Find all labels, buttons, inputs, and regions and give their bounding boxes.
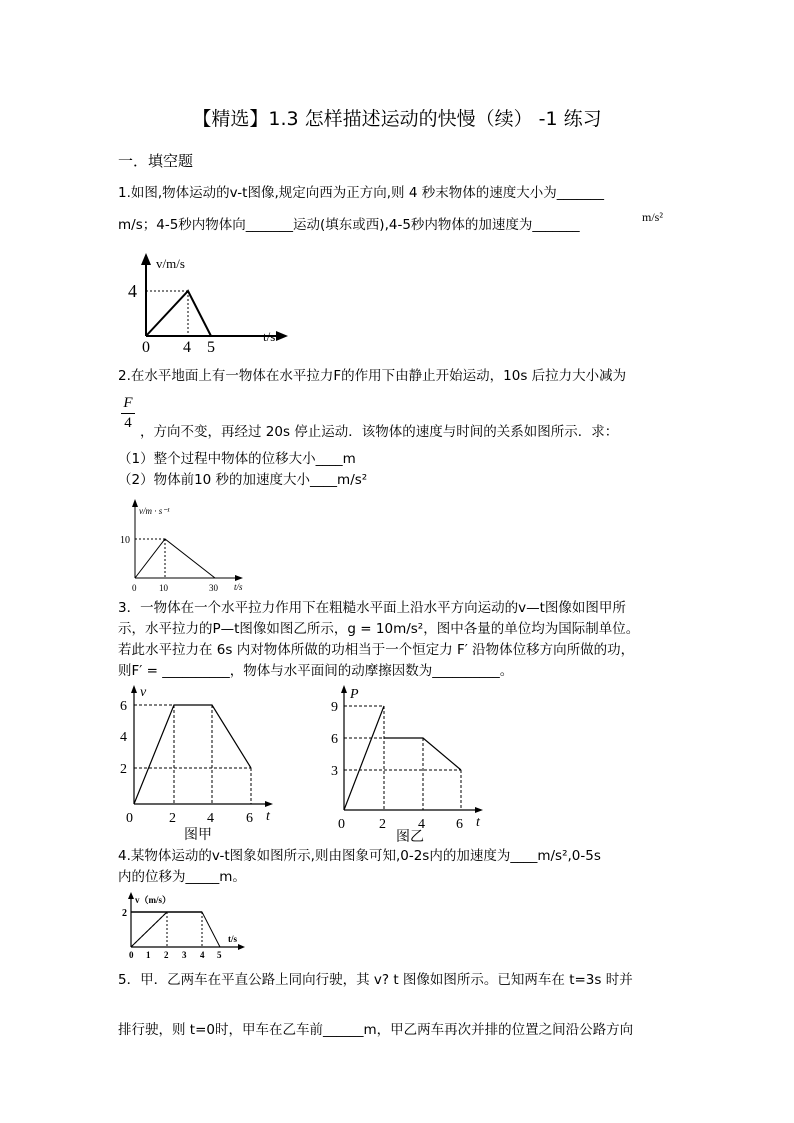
q2-fraction	[121, 395, 135, 432]
section-heading: 一．填空题	[118, 152, 194, 170]
q3a-xtick-0: 0	[126, 811, 133, 826]
q3a-xlabel: t	[266, 809, 270, 824]
q4-xtick-4: 4	[200, 950, 205, 960]
q1-vt-graph	[118, 248, 298, 358]
q2-frac-den: 4	[124, 415, 132, 431]
q1-unit: m/s²	[642, 210, 663, 224]
q4-xtick-5: 5	[217, 950, 222, 960]
q4-ytick-2: 2	[122, 908, 127, 919]
q4-xtick-1: 1	[146, 950, 151, 960]
q2-ytick-10: 10	[120, 535, 130, 546]
q3a-ytick-4: 4	[120, 730, 127, 745]
q4-xlabel: t/s	[228, 934, 237, 944]
q2-line2: ，方向不变，再经过 20s 停止运动．该物体的速度与时间的关系如图所示．求：	[140, 424, 619, 440]
q4-ylabel: v（m/s）	[135, 895, 172, 905]
q2-xtick-0: 0	[132, 583, 137, 593]
q2-sub2: （2）物体前10 秒的加速度大小____m/s²	[118, 472, 368, 488]
q3a-ytick-2: 2	[120, 762, 127, 777]
q3b-xlabel: t	[476, 815, 480, 830]
q3a-xtick-4: 4	[207, 811, 214, 826]
q3a-ytick-6: 6	[120, 699, 127, 714]
q4-line2: 内的位移为_____m。	[118, 869, 246, 885]
q1-xlabel: t/s	[263, 329, 276, 344]
q2-vt-graph	[120, 496, 260, 596]
q2-xtick-30: 30	[209, 583, 218, 593]
q3a-ylabel: v	[140, 685, 147, 700]
q3b-xtick-2: 2	[379, 817, 386, 832]
q4-xtick-0: 0	[129, 950, 134, 960]
q2-frac-num: F	[123, 395, 133, 411]
q1-line2: m/s；4-5秒内物体向_______运动(填东或西),4-5秒内物体的加速度为_______	[118, 217, 580, 233]
q3b-ytick-9: 9	[331, 700, 338, 715]
q3b-ytick-3: 3	[331, 764, 338, 779]
q3-line4: 则F′ = __________，物体与水平面间的动摩擦因数为__________。	[118, 663, 514, 679]
q4-line1: 4.某物体运动的v-t图象如图所示,则由图象可知,0-2s内的加速度为____m/s²,0-5s	[118, 848, 601, 864]
q3a-xtick-6: 6	[246, 811, 253, 826]
q3a-xtick-2: 2	[169, 811, 176, 826]
q5-line1: 5．甲．乙两车在平直公路上同向行驶，其 v? t 图像如图所示。已知两车在 t=3s 时并	[118, 972, 633, 988]
q3-line1: 3．一物体在一个水平拉力作用下在粗糙水平面上沿水平方向运动的v—t图像如图甲所	[118, 600, 626, 616]
q4-xtick-2: 2	[164, 950, 169, 960]
q3b-xtick-6: 6	[456, 817, 463, 832]
q3a-caption: 图甲	[184, 828, 212, 842]
q2-xlabel: t/s	[234, 582, 243, 592]
q4-xtick-3: 3	[182, 950, 187, 960]
q3b-xtick-4: 4	[418, 817, 425, 832]
q5-line2: 排行驶，则 t=0时，甲车在乙车前______m，甲乙两车再次并排的位置之间沿公路方向	[118, 1022, 634, 1038]
q3-line2: 示，水平拉力的P—t图像如图乙所示，g = 10m/s²，图中各量的单位均为国际制单位。	[118, 621, 640, 637]
q1-ylabel: v/m/s	[156, 256, 185, 271]
q3b-ylabel: P	[350, 687, 359, 702]
q3-chart-yi	[328, 682, 498, 842]
q2-ylabel: v/m · s⁻¹	[139, 506, 170, 516]
q2-sub1: （1）整个过程中物体的位移大小____m	[118, 451, 356, 467]
q1-xtick-4: 4	[183, 339, 191, 356]
q3-line3: 若此水平拉力在 6s 内对物体所做的功相当于一个恒定力 F′ 沿物体位移方向所做的功，	[118, 642, 635, 658]
q3b-caption: 图乙	[396, 830, 424, 842]
q1-line1: 1.如图,物体运动的v-t图像,规定向西为正方向,则 4 秒末物体的速度大小为_______	[118, 185, 604, 201]
q3-chart-jia	[118, 682, 288, 842]
q3b-ytick-6: 6	[331, 732, 338, 747]
q1-xtick-5: 5	[207, 339, 215, 356]
q4-vt-graph	[118, 890, 258, 960]
q2-line1: 2.在水平地面上有一物体在水平拉力F的作用下由静止开始运动，10s 后拉力大小减为	[118, 368, 627, 384]
q1-xtick-0: 0	[142, 339, 150, 356]
q2-xtick-10: 10	[159, 583, 168, 593]
page-title: 【精选】1.3 怎样描述运动的快慢（续） -1 练习	[192, 108, 602, 130]
q1-ytick-4: 4	[128, 281, 137, 301]
q3b-xtick-0: 0	[338, 817, 345, 832]
